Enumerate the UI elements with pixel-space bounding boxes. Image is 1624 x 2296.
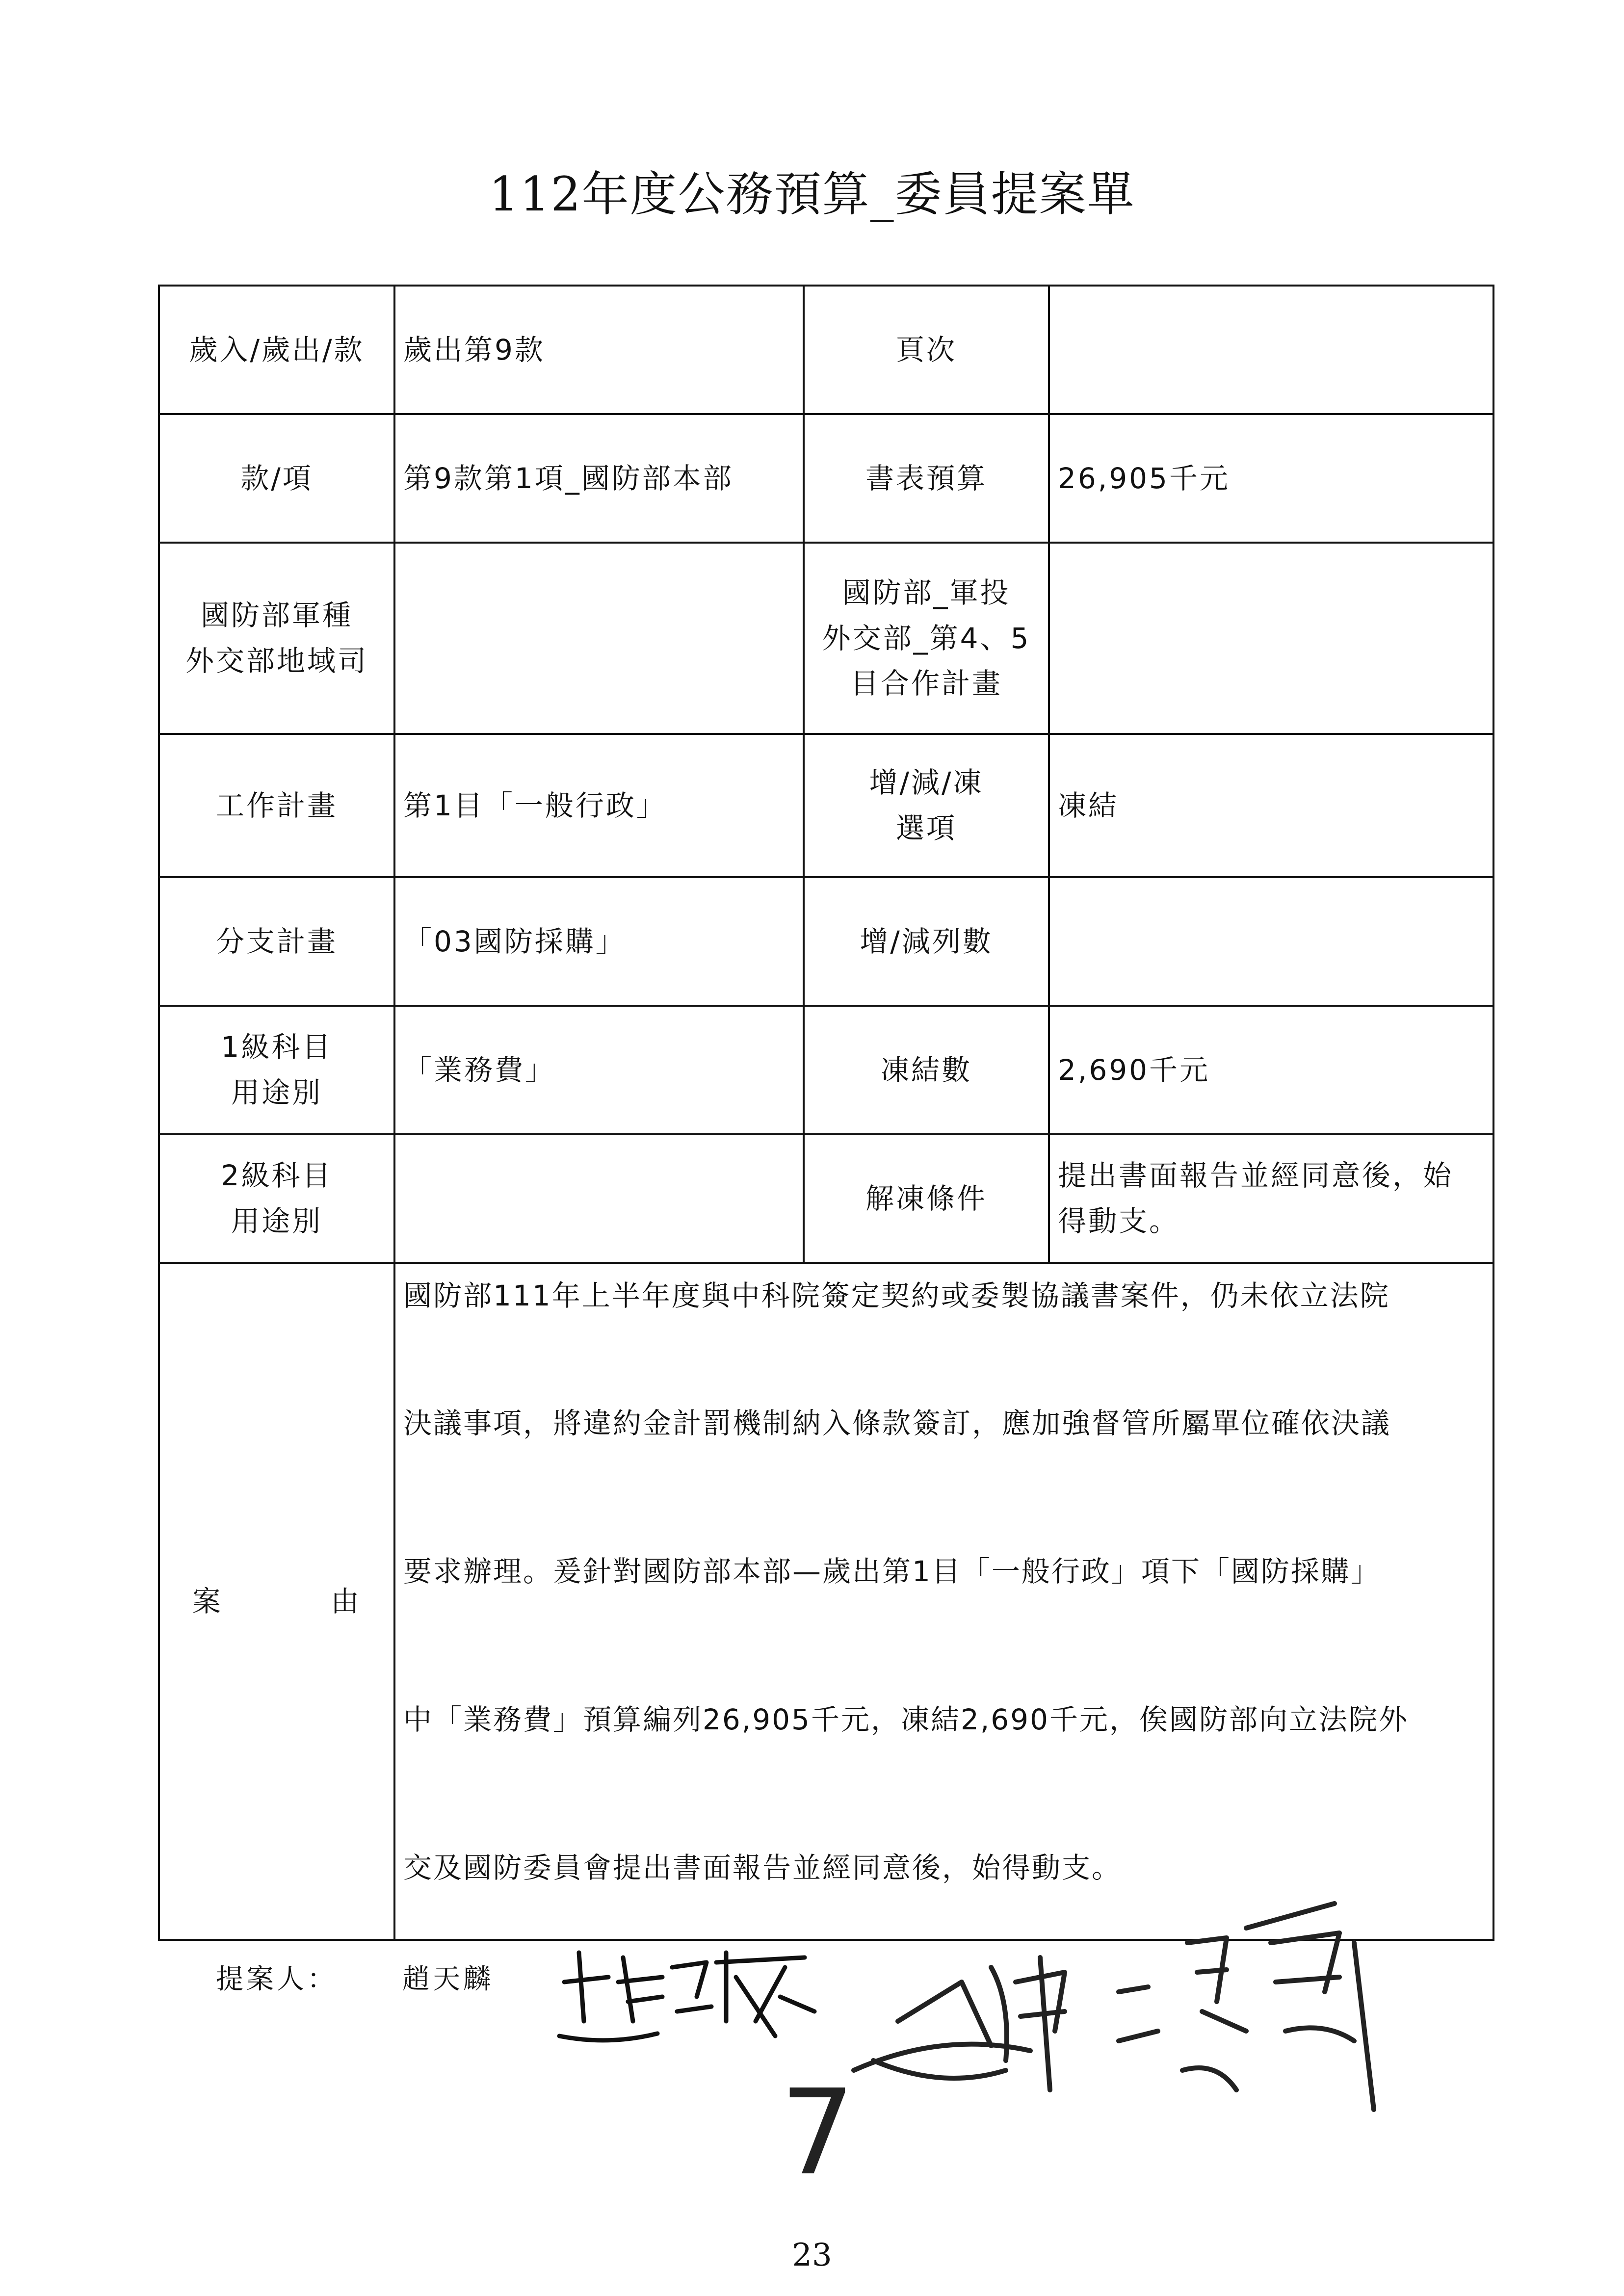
label-sub-plan: 分支計畫 [159,877,394,1006]
label-frozen-amount: 凍結數 [804,1006,1049,1134]
page-number: 23 [792,2237,832,2273]
row-sub-plan [159,877,1493,1006]
row-level1-subject [159,1006,1493,1134]
reason-line: 交及國防委員會提出書面報告並經同意後，始得動支。 [403,1851,1122,1884]
label-work-plan: 工作計畫 [159,734,394,877]
value-budget-type: 歲出第9款 [394,286,804,414]
label-statement-budget: 書表預算 [804,414,1049,543]
label-budget-type: 歲入/歲出/款 [159,286,394,414]
label-change-amount: 增/減列數 [804,877,1049,1006]
value-frozen-amount: 2,690千元 [1049,1006,1493,1134]
value-page [1049,286,1493,414]
reason-line: 國防部111年上半年度與中科院簽定契約或委製協議書案件，仍未依立法院 [403,1279,1390,1312]
label-item: 款/項 [159,414,394,543]
reason-line: 決議事項，將違約金計罰機制納入條款簽訂，應加強督管所屬單位確依決議 [403,1407,1391,1440]
value-statement-budget: 26,905千元 [1049,414,1493,543]
proposal-form-table [158,285,1494,1941]
value-action-option: 凍結 [1049,734,1493,877]
label-unfreeze-condition: 解凍條件 [804,1134,1049,1263]
value-sub-plan: 「03國防採購」 [394,877,804,1006]
reason-line: 中「業務費」預算編列26,905千元，凍結2,690千元，俟國防部向立法院外 [403,1703,1409,1736]
reason-line: 要求辦理。爰針對國防部本部—歲出第1目「一般行政」項下「國防採購」 [403,1555,1381,1588]
handwritten-signature-1 [550,1923,824,2061]
value-change-amount [1049,877,1493,1006]
value-item: 第9款第1項_國防部本部 [394,414,804,543]
row-work-plan [159,734,1493,877]
value-level2-subject [394,1134,804,1263]
form-title: 112年度公務預算_委員提案單 [489,167,1135,222]
label-cooperation-plan: 國防部_軍投 外交部_第4、5 目合作計畫 [804,543,1049,734]
row-item [159,414,1493,543]
handwritten-signature-2 [844,1884,1433,2139]
label-action-option: 增/減/凍 選項 [804,734,1049,877]
handwritten-mark-7 [770,2051,859,2188]
value-cooperation-plan [1049,543,1493,734]
label-level2-subject: 2級科目 用途別 [159,1134,394,1263]
label-page: 頁次 [804,286,1049,414]
handwritten-mark-text: 7 [780,2064,855,2188]
row-branch [159,543,1493,734]
value-reason [394,1263,1493,1940]
value-branch [394,543,804,734]
proposer-name: 趙天麟 [402,1963,494,1995]
value-work-plan: 第1目「一般行政」 [394,734,804,877]
row-reason [159,1263,1493,1940]
row-level2-subject [159,1134,1493,1263]
label-reason: 案 由 [159,1263,394,1940]
value-unfreeze-condition: 提出書面報告並經同意後，始 得動支。 [1049,1134,1493,1263]
label-level1-subject: 1級科目 用途別 [159,1006,394,1134]
value-level1-subject: 「業務費」 [394,1006,804,1134]
proposer-label: 提案人： [216,1963,338,1995]
label-branch: 國防部軍種 外交部地域司 [159,543,394,734]
row-budget-type [159,286,1493,414]
